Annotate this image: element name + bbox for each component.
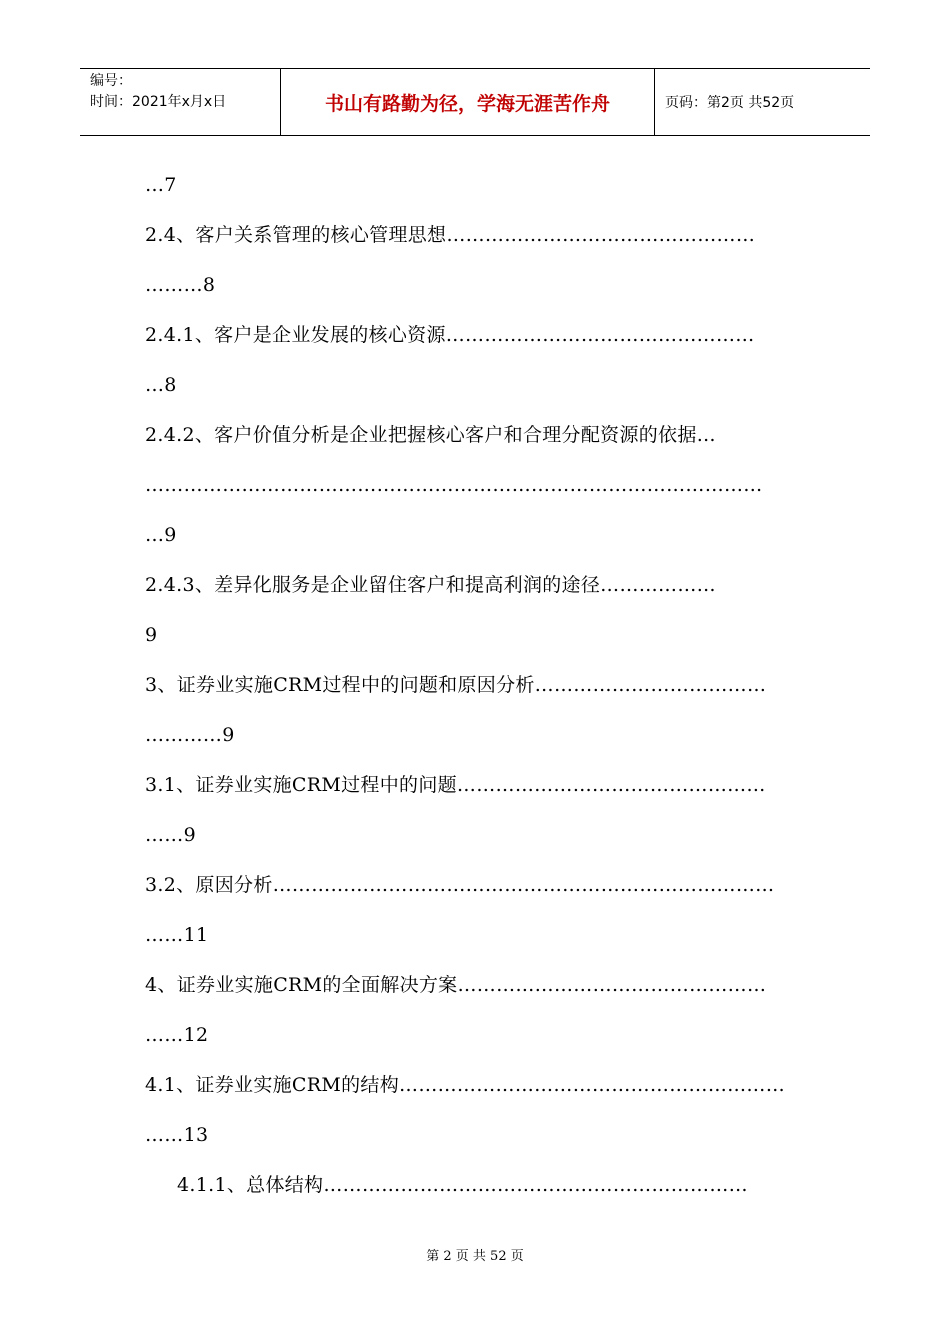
- toc-line: 2.4.1、客户是企业发展的核心资源…………………………………………: [145, 324, 755, 346]
- toc-line: ……11: [145, 924, 209, 946]
- toc-line: 3、证券业实施CRM过程中的问题和原因分析………………………………: [145, 674, 767, 696]
- toc-line: 4.1、证券业实施CRM的结构……………………………………………………: [145, 1074, 786, 1096]
- toc-line: 9: [145, 624, 158, 646]
- toc-line: 4、证券业实施CRM的全面解决方案…………………………………………: [145, 974, 767, 996]
- header-meta: [80, 69, 281, 135]
- toc-line: ……12: [145, 1024, 209, 1046]
- toc-line: …8: [145, 374, 177, 396]
- toc-line: …………9: [145, 724, 235, 746]
- toc-line: 4.1.1、总体结构…………………………………………………………: [177, 1174, 748, 1196]
- page-header: [80, 68, 870, 136]
- header-motto: [281, 69, 655, 135]
- header-page-info: [655, 69, 870, 135]
- toc-line: 3.2、原因分析……………………………………………………………………: [145, 874, 775, 896]
- motto-text: 书山有路勤为径，学海无涯苦作舟: [324, 92, 610, 115]
- toc-line: …9: [145, 524, 177, 546]
- toc-line: …7: [145, 174, 177, 196]
- toc-line: ………8: [145, 274, 216, 296]
- toc-line: ……9: [145, 824, 196, 846]
- toc-line: 3.1、证券业实施CRM过程中的问题…………………………………………: [145, 774, 766, 796]
- toc-line: 2.4.2、客户价值分析是企业把握核心客户和合理分配资源的依据…: [145, 424, 716, 446]
- toc-line: 2.4.3、差异化服务是企业留住客户和提高利润的途径………………: [145, 574, 716, 596]
- page-info-text: 页码：第2页 共52页: [665, 95, 795, 111]
- table-of-contents: [145, 160, 835, 1210]
- toc-line: 2.4、客户关系管理的核心管理思想…………………………………………: [145, 224, 756, 246]
- time-label: 时间：2021年x月x日: [90, 94, 227, 110]
- toc-line: ……………………………………………………………………………………: [145, 474, 763, 496]
- number-label: 编号：: [90, 73, 132, 89]
- toc-line: ……13: [145, 1124, 209, 1146]
- page-footer: 第 2 页 共 52 页: [426, 1249, 524, 1264]
